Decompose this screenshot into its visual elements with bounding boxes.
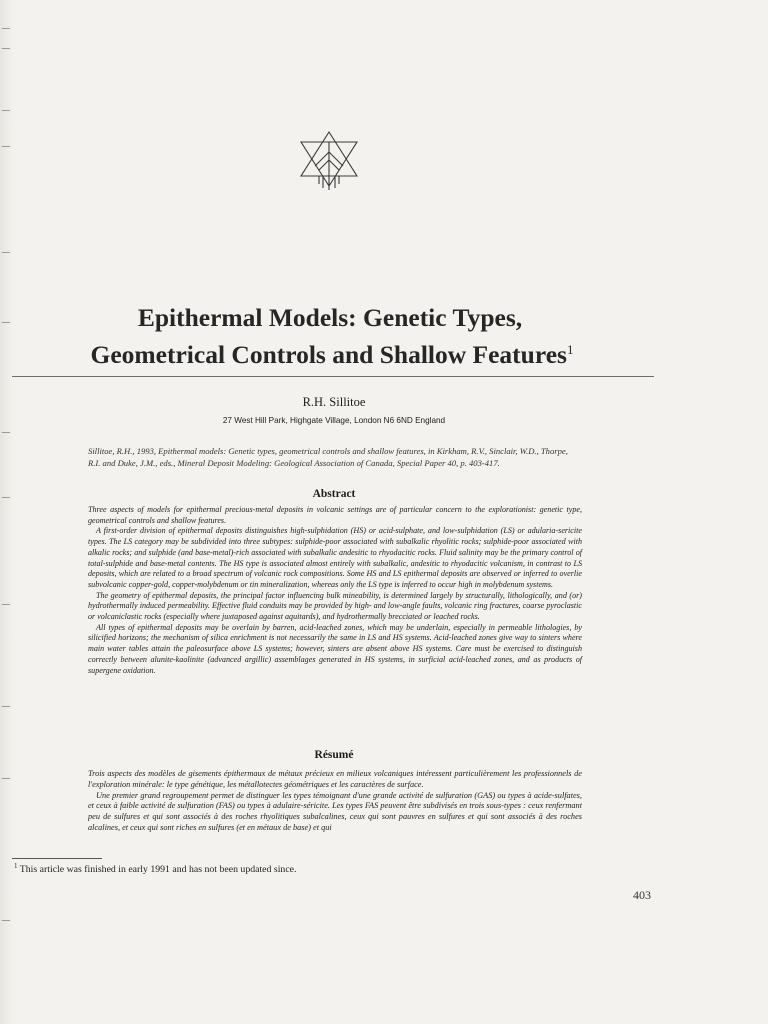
resume-heading: Résumé <box>314 749 354 761</box>
binding-tick <box>2 110 10 111</box>
resume-body <box>88 769 582 853</box>
abstract-body <box>88 505 582 676</box>
paper-title <box>0 302 660 371</box>
resume-paragraph: Trois aspects des modèles de gisements épithermaux de métaux précieux en milieux volcaniques intéressent particulièrement les professionnels de l'exploration minérale: le type génétique, les métallotectes géométriques et les caractères de surface. <box>88 769 582 789</box>
title-line-2: Geometrical Controls and Shallow Features$^1$ <box>90 340 574 369</box>
title-line-1: Epithermal Models: Genetic Types, <box>137 303 523 332</box>
binding-tick <box>2 604 10 605</box>
footnote-text: This article was finished in early 1991 and has not been updated since. <box>19 864 297 875</box>
citation: Sillitoe, R.H., 1993, Epithermal models: Genetic types, geometrical controls and shallow features, in Kirkham, R.V., Sinclair, W.D., Thorpe, R.I. and Duke, J.M., eds., Mineral Deposit Modeling: Geological Association of Canada, Special Paper 40, p. 403-417. <box>88 446 568 468</box>
title-rule <box>12 376 654 377</box>
binding-tick <box>2 252 10 253</box>
binding-tick <box>2 432 10 433</box>
page-edge-shadow <box>0 0 14 1024</box>
gac-logo-icon <box>297 130 361 192</box>
binding-tick <box>2 706 10 707</box>
page-number: 403 <box>633 888 651 902</box>
abstract-paragraph: A first-order division of epithermal deposits distinguishes high-sulphidation (HS) or acid-sulphate, and low-sulphidation (LS) or adularia-sericite types. The LS category may be subdivided into three subtypes: sulphide-poor associated with subalkalic rhyolitic rocks; sulphide-poor associated with alkalic rocks; and sulphide (and base-metal)-rich associated with subalkalic andesitic to rhyodacitic rocks. Fluid salinity may be the primary control of total-sulphide and base-metal contents. The HS type is associated almost entirely with subalkalic, andesitic to rhyodacitic volcanism, in contrast to LS deposits, which are related to a broad spectrum of volcanic rock compositions. Some HS and LS epithermal deposits are observed or inferred to overlie subvolcanic copper-gold, copper-molybdenum or tin mineralization, whereas only the LS type is inferred to occur high in molybdenum systems. <box>88 526 582 589</box>
footnote-rule <box>12 858 102 859</box>
binding-tick <box>2 48 10 49</box>
author: R.H. Sillitoe <box>302 395 366 409</box>
abstract-paragraph: The geometry of epithermal deposits, the principal factor influencing bulk mineability, is determined largely by structurally, lithologically, and (or) hydrothermally induced permeability. Effective fluid conduits may be provided by high- and low-angle faults, volcanic ring fractures, coarse pyroclastic or volcaniclastic rocks (especially where juxtaposed against aquitards), and hydrothermally brecciated or leached rocks. <box>88 590 582 622</box>
binding-tick <box>2 28 10 29</box>
binding-tick <box>2 920 10 921</box>
footnote-mark: 1 <box>14 862 18 870</box>
abstract-paragraph: Three aspects of models for epithermal precious-metal deposits in volcanic settings are of particular concern to the explorationist: genetic type, geometrical controls and shallow features. <box>88 505 582 525</box>
abstract-heading: Abstract <box>312 488 356 500</box>
binding-tick <box>2 146 10 147</box>
abstract-paragraph: All types of epithermal deposits may be overlain by barren, acid-leached zones, which may be underlain, especially in permeable lithologies, by silicified horizons; the mechanism of silica enrichment is not necessarily the same in LS and HS systems. Acid-leached zones give way to sinters where main water tables attain the paleosurface above LS systems; however, sinters are absent above HS systems. Care must be exercised to distinguish correctly between alunite-kaolinite (advanced argillic) assemblages generated in HS systems, in surficial acid-leached zones, and as products of supergene oxidation. <box>88 622 582 675</box>
footnote <box>14 862 296 875</box>
author-address: 27 West Hill Park, Highgate Village, London N6 6ND England <box>222 416 446 425</box>
title-footnote-mark: 1 <box>566 342 574 357</box>
resume-paragraph: Une premier grand regroupement permet de distinguer les types témoignant d'une grande activité de sulfuration (GAS) ou types à acide-sulfates, et ceux à faible activité de sulfuration (FAS) ou types à adulaire-séricite. Les types FAS peuvent être subdivisés en trois sous-types : ceux renfermant peu de sulfures et qui sont associés à des roches rhyolitiques subalcalines, ceux qui sont pauvres en sulfures et qui sont associés à des roches alcalines, et ceux qui sont riches en sulfures (et en métaux de base) et qui <box>88 790 582 832</box>
binding-tick <box>2 778 10 779</box>
